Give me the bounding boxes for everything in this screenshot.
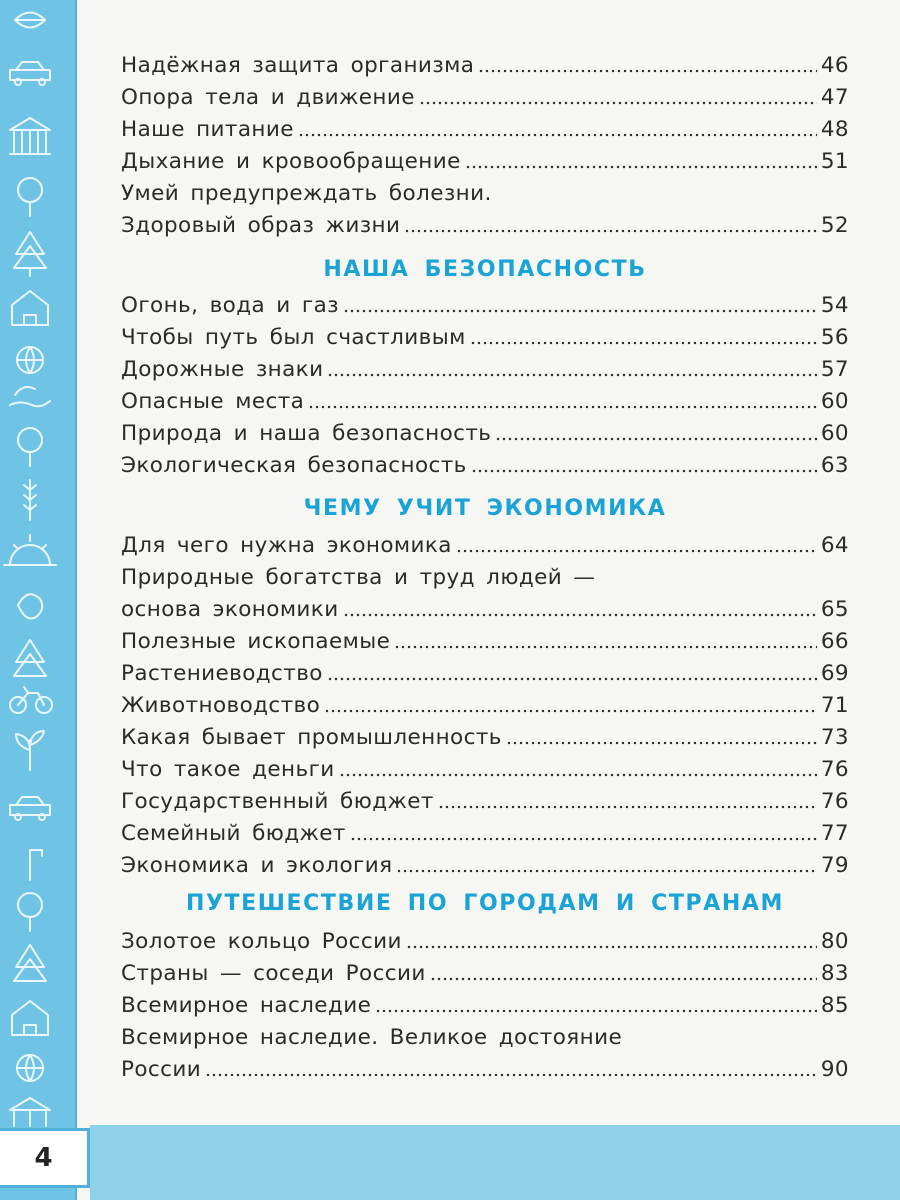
toc-entry bbox=[121, 290, 849, 322]
toc-entry bbox=[121, 146, 849, 178]
dot-leader bbox=[339, 772, 817, 778]
dot-leader bbox=[205, 1072, 817, 1078]
toc-entry-title-line1: Всемирное наследие. Великое достояние bbox=[121, 1025, 623, 1050]
toc-entry-title: России bbox=[121, 1057, 202, 1082]
toc-entry-title: Опасные места bbox=[121, 389, 305, 414]
toc-entry-title: Дорожные знаки bbox=[121, 357, 324, 382]
toc-entry bbox=[121, 114, 849, 146]
page-number: 4 bbox=[0, 1128, 90, 1188]
toc-entry bbox=[121, 210, 849, 242]
dot-leader bbox=[506, 740, 817, 746]
section-heading: ПУТЕШЕСТВИЕ ПО ГОРОДАМ И СТРАНАМ bbox=[185, 891, 785, 916]
toc-entry bbox=[121, 722, 849, 754]
dot-leader bbox=[396, 868, 816, 874]
toc-entry-title: Дыхание и кровообращение bbox=[121, 149, 461, 174]
toc-entry-title: Какая бывает промышленность bbox=[121, 725, 502, 750]
toc-entry-page: 76 bbox=[820, 757, 849, 782]
toc-entry bbox=[121, 530, 849, 562]
dot-leader bbox=[478, 68, 817, 74]
toc-entry-title: Здоровый образ жизни bbox=[121, 213, 401, 238]
toc-entry-page: 56 bbox=[820, 325, 849, 350]
dot-leader bbox=[327, 372, 816, 378]
dot-leader bbox=[470, 340, 817, 346]
toc-entry-line1 bbox=[121, 178, 496, 210]
toc-entry-title: Что такое деньги bbox=[121, 757, 335, 782]
bottom-band bbox=[90, 1125, 900, 1200]
toc-entry bbox=[121, 786, 849, 818]
toc-entry-page: 46 bbox=[820, 53, 849, 78]
toc-entry-title: Экологическая безопасность bbox=[121, 453, 467, 478]
dot-leader bbox=[406, 944, 817, 950]
toc-entry-page: 80 bbox=[820, 929, 849, 954]
toc-entry-page: 48 bbox=[820, 117, 849, 142]
toc-entry-page: 85 bbox=[820, 993, 849, 1018]
dot-leader bbox=[471, 468, 817, 474]
toc-entry-title: Чтобы путь был счастливым bbox=[121, 325, 466, 350]
toc-entry-title-line1: Природные богатства и труд людей — bbox=[121, 565, 596, 590]
toc-entry-page: 51 bbox=[820, 149, 849, 174]
toc-entry-title: Семейный бюджет bbox=[121, 821, 346, 846]
toc-entry-title-line1: Умей предупреждать болезни. bbox=[121, 181, 492, 206]
dot-leader bbox=[298, 132, 817, 138]
decorative-sidebar bbox=[0, 0, 77, 1200]
toc-entry-title: Страны — соседи России bbox=[121, 961, 426, 986]
dot-leader bbox=[438, 804, 817, 810]
toc-entry-title: основа экономики bbox=[121, 597, 339, 622]
toc-entry bbox=[121, 754, 849, 786]
toc-entry-line1 bbox=[121, 562, 599, 594]
toc-entry-page: 60 bbox=[820, 389, 849, 414]
toc-entry-title: Опора тела и движение bbox=[121, 85, 415, 110]
section-heading: ЧЕМУ УЧИТ ЭКОНОМИКА bbox=[303, 496, 667, 521]
toc-entry bbox=[121, 594, 849, 626]
dot-leader bbox=[465, 164, 817, 170]
toc-entry bbox=[121, 926, 849, 958]
dot-leader bbox=[343, 612, 817, 618]
toc-entry-title: Растениеводство bbox=[121, 661, 323, 686]
toc-entry-page: 52 bbox=[820, 213, 849, 238]
dot-leader bbox=[375, 1008, 817, 1014]
dot-leader bbox=[350, 836, 817, 842]
dot-leader bbox=[495, 436, 816, 442]
toc-entry-page: 69 bbox=[820, 661, 849, 686]
toc-entry-title: Всемирное наследие bbox=[121, 993, 372, 1018]
toc-entry-title: Экономика и экология bbox=[121, 853, 393, 878]
toc-entry-page: 90 bbox=[820, 1057, 849, 1082]
toc-entry bbox=[121, 354, 849, 386]
toc-entry-page: 83 bbox=[820, 961, 849, 986]
dot-leader bbox=[343, 308, 817, 314]
toc-entry bbox=[121, 658, 849, 690]
sidebar-pattern-icon bbox=[0, 0, 75, 1200]
toc-entry bbox=[121, 450, 849, 482]
toc-entry bbox=[121, 50, 849, 82]
dot-leader bbox=[308, 404, 817, 410]
toc-entry bbox=[121, 82, 849, 114]
toc-entry bbox=[121, 818, 849, 850]
toc-entry-title: Золотое кольцо России bbox=[121, 929, 402, 954]
toc-entry-page: 71 bbox=[820, 693, 849, 718]
toc-entry bbox=[121, 418, 849, 450]
toc-entry-title: Для чего нужна экономика bbox=[121, 533, 452, 558]
toc-entry bbox=[121, 626, 849, 658]
toc-entry-page: 63 bbox=[820, 453, 849, 478]
dot-leader bbox=[324, 708, 817, 714]
toc-entry-page: 57 bbox=[820, 357, 849, 382]
toc-entry-page: 73 bbox=[820, 725, 849, 750]
toc-entry bbox=[121, 958, 849, 990]
dot-leader bbox=[430, 976, 817, 982]
toc-entry bbox=[121, 386, 849, 418]
dot-leader bbox=[404, 228, 816, 234]
toc-entry-title: Огонь, вода и газ bbox=[121, 293, 339, 318]
toc-entry bbox=[121, 850, 849, 882]
section-heading: НАША БЕЗОПАСНОСТЬ bbox=[323, 257, 647, 282]
toc-entry-page: 79 bbox=[820, 853, 849, 878]
dot-leader bbox=[456, 548, 817, 554]
toc-entry-title: Надёжная защита организма bbox=[121, 53, 475, 78]
toc-entry-title: Природа и наша безопасность bbox=[121, 421, 492, 446]
toc-entry-title: Государственный бюджет bbox=[121, 789, 434, 814]
toc-entry-page: 47 bbox=[820, 85, 849, 110]
toc-entry bbox=[121, 1054, 849, 1086]
toc-entry-line1 bbox=[121, 1022, 626, 1054]
dot-leader bbox=[419, 100, 817, 106]
toc-entry-title: Животноводство bbox=[121, 693, 321, 718]
toc-entry-page: 77 bbox=[820, 821, 849, 846]
dot-leader bbox=[394, 644, 817, 650]
toc-entry-page: 66 bbox=[820, 629, 849, 654]
toc-entry bbox=[121, 990, 849, 1022]
dot-leader bbox=[327, 676, 817, 682]
toc-entry-page: 65 bbox=[820, 597, 849, 622]
toc-entry bbox=[121, 322, 849, 354]
toc-entry-page: 76 bbox=[820, 789, 849, 814]
toc-entry-page: 54 bbox=[820, 293, 849, 318]
toc-entry-page: 60 bbox=[820, 421, 849, 446]
toc-entry-title: Полезные ископаемые bbox=[121, 629, 391, 654]
toc-entry-page: 64 bbox=[820, 533, 849, 558]
toc-entry bbox=[121, 690, 849, 722]
toc-entry-title: Наше питание bbox=[121, 117, 294, 142]
